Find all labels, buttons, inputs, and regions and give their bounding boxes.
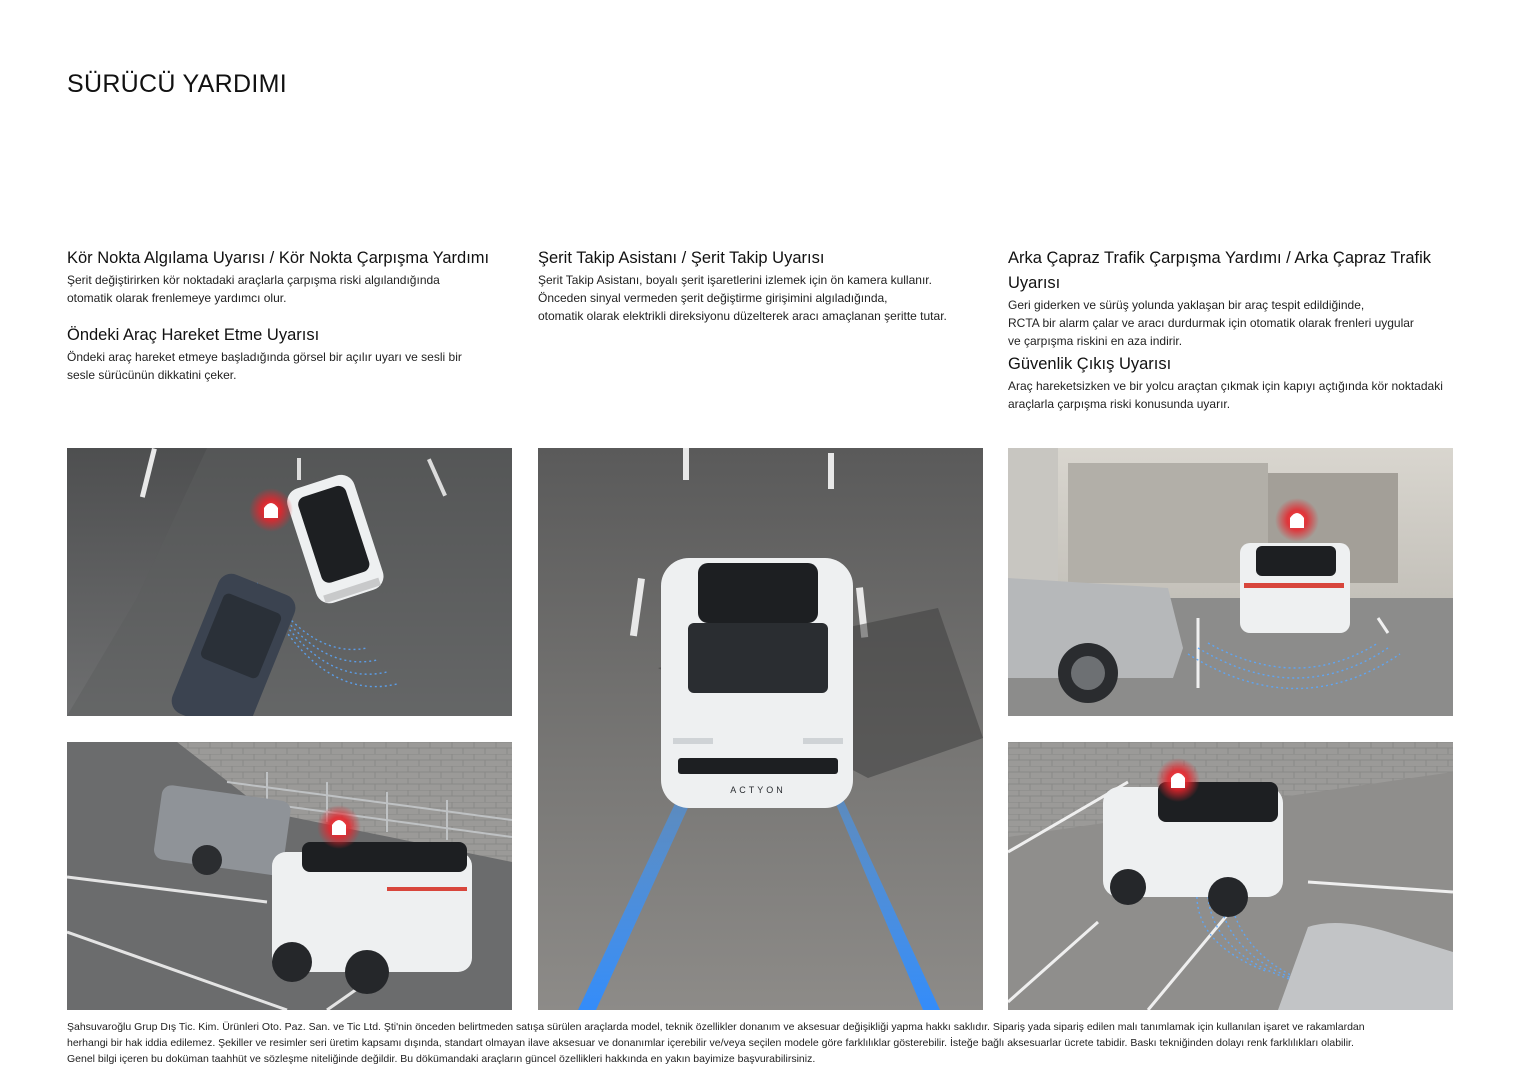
feature-desc-line: Araç hareketsizken ve bir yolcu araçtan çıkmak için kapıyı açtığında kör noktadaki xyxy=(1008,379,1443,393)
feature-column-2 xyxy=(538,246,983,325)
feature-desc-line: Önceden sinyal vermeden şerit değiştirme girişimini algıladığında, xyxy=(538,291,888,305)
feature-desc-line: ve çarpışma riskini en aza indirir. xyxy=(1008,334,1183,348)
feature-desc-line: otomatik olarak frenlemeye yardımcı olur. xyxy=(67,291,287,305)
disclaimer-line: Genel bilgi içeren bu doküman taahhüt ve sözleşme niteliğinde değildir. Bu dökümandaki araçların güncel özellikleri hakkında en yakın bayimize başvurabilirsiniz. xyxy=(67,1053,816,1065)
feature-title-lane-keeping: Şerit Takip Asistanı / Şerit Takip Uyarısı xyxy=(538,249,825,267)
vehicle-badge: ACTYON xyxy=(730,785,786,795)
feature-title-blind-spot: Kör Nokta Algılama Uyarısı / Kör Nokta Çarpışma Yardımı xyxy=(67,249,490,267)
page-title: SÜRÜCÜ YARDIMI xyxy=(67,70,287,98)
legal-disclaimer xyxy=(67,1019,1457,1067)
feature-column-3 xyxy=(1008,246,1463,413)
image-front-vehicle-departure xyxy=(67,742,512,1010)
feature-desc-line: Geri giderken ve sürüş yolunda yaklaşan bir araç tespit edildiğinde, xyxy=(1008,298,1365,312)
disclaimer-line: herhangi bir hak iddia edilemez. Şekiller ve resimler seri üretim kapsamı dışında, standart olmayan ilave aksesuar ve donanımlar içerebilir ve/veya seçilen modele göre farklılıklar gösterebilir. İsteğe bağlı aksesuarlar ücrete tabidir. Baskı tekniğinden dolayı renk farklılıkları olabilir. xyxy=(67,1037,1354,1049)
feature-desc-line: RCTA bir alarm çalar ve aracı durdurmak için otomatik olarak frenleri uygular xyxy=(1008,316,1414,330)
disclaimer-line: Şahsuvaroğlu Grup Dış Tic. Kim. Ürünleri Oto. Paz. San. ve Tic Ltd. Şti'nin önceden belirtmeden satışa sürülen araçlarda model, teknik özellikler donanım ve aksesuar değişikliği yapma hakkı saklıdır. Sipariş yada sipariş edilen malı tanımlamak için kullanılan işaret ve rakamlardan xyxy=(67,1021,1365,1033)
feature-desc-line: sesle sürücünün dikkatini çeker. xyxy=(67,368,237,382)
feature-title-front-vehicle: Öndeki Araç Hareket Etme Uyarısı xyxy=(67,326,320,344)
image-safe-exit-warning xyxy=(1008,742,1453,1010)
image-blind-spot-collision xyxy=(67,448,512,716)
image-rear-cross-traffic xyxy=(1008,448,1453,716)
feature-desc-line: araçlarla çarpışma riski konusunda uyarır. xyxy=(1008,397,1231,411)
feature-title-safe-exit: Güvenlik Çıkış Uyarısı xyxy=(1008,355,1172,373)
feature-column-1 xyxy=(67,246,507,384)
feature-desc-line: Şerit Takip Asistanı, boyalı şerit işaretlerini izlemek için ön kamera kullanır. xyxy=(538,273,932,287)
feature-desc-line: Şerit değiştirirken kör noktadaki araçlarla çarpışma riski algılandığında xyxy=(67,273,440,287)
feature-desc-line: otomatik olarak elektrikli direksiyonu düzelterek aracı amaçlanan şeritte tutar. xyxy=(538,309,947,323)
image-lane-keeping-assist xyxy=(538,448,983,1010)
feature-title-rear-cross-traffic: Arka Çapraz Trafik Çarpışma Yardımı / Arka Çapraz Trafik xyxy=(1008,249,1432,267)
feature-desc-line: Öndeki araç hareket etmeye başladığında görsel bir açılır uyarı ve sesli bir xyxy=(67,350,462,364)
feature-title-rear-cross-traffic-cont: Uyarısı xyxy=(1008,274,1061,292)
